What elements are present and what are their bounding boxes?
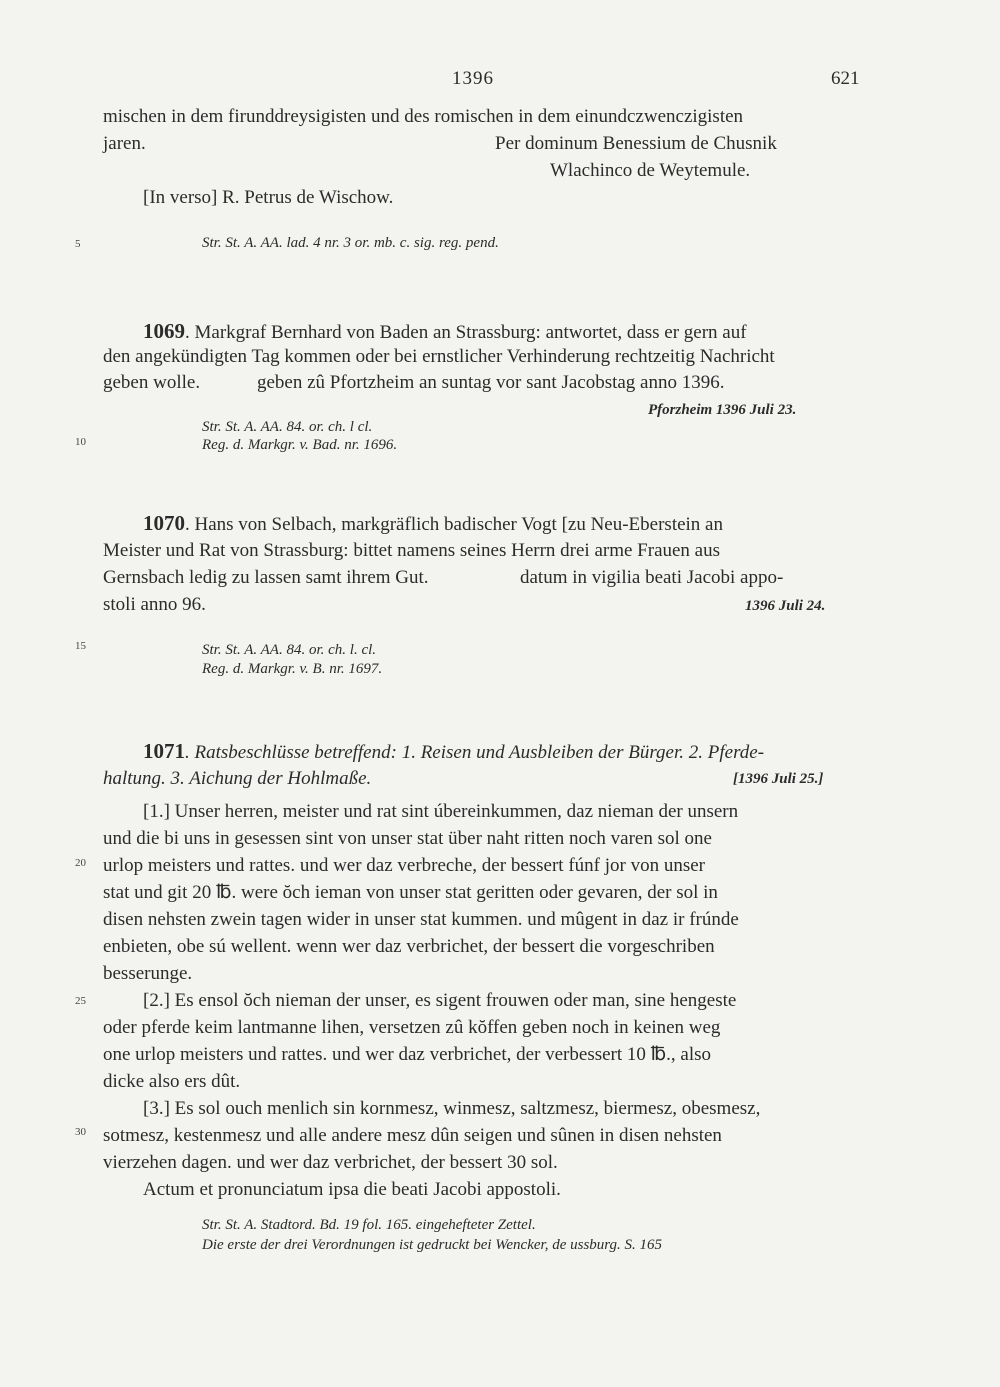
text-line: [3.] Es sol ouch menlich sin kornmesz, winmesz, saltzmesz, biermesz, obesmesz, xyxy=(143,1098,761,1119)
entry-date: Pforzheim 1396 Juli 23. xyxy=(648,402,797,418)
source-citation: Str. St. A. AA. 84. or. ch. l cl. xyxy=(202,419,373,435)
source-citation: Reg. d. Markgr. v. B. nr. 1697. xyxy=(202,661,383,677)
entry-number: 1069 xyxy=(143,319,185,343)
line-number: 15 xyxy=(75,640,86,652)
line-number: 20 xyxy=(75,857,86,869)
source-citation: Die erste der drei Verordnungen ist gedruckt bei Wencker, de ussburg. S. 165 xyxy=(202,1237,663,1253)
entry-1071-line: 1071. Ratsbeschlüsse betreffend: 1. Reisen und Ausbleiben der Bürger. 2. Pferde- xyxy=(143,739,765,763)
text-line: Actum et pronunciatum ipsa die beati Jacobi appostoli. xyxy=(143,1179,561,1200)
text-line: besserunge. xyxy=(103,963,193,984)
text-line: den angekündigten Tag kommen oder bei ernstlicher Verhinderung rechtzeitig Nachricht xyxy=(103,346,775,367)
line-number: 30 xyxy=(75,1126,86,1138)
signature-line: Wlachinco de Weytemule. xyxy=(550,160,751,181)
entry-number: 1070 xyxy=(143,511,185,535)
text-line: vierzehen dagen. und wer daz verbrichet, der bessert 30 sol. xyxy=(103,1152,558,1173)
source-citation: Str. St. A. Stadtord. Bd. 19 fol. 165. eingehefteter Zettel. xyxy=(202,1217,536,1233)
text-line: geben wolle. xyxy=(103,372,201,393)
running-year: 1396 xyxy=(452,68,494,89)
text-line: enbieten, obe sú wellent. wenn wer daz verbrichet, der bessert die vorgeschriben xyxy=(103,936,715,957)
text-line: Meister und Rat von Strassburg: bittet namens seines Herrn drei arme Frauen aus xyxy=(103,540,721,561)
line-number: 5 xyxy=(75,238,81,250)
signature-line: Per dominum Benessium de Chusnik xyxy=(495,133,777,154)
line-number: 10 xyxy=(75,436,86,448)
text-line: stoli anno 96. xyxy=(103,594,206,615)
page-number: 621 xyxy=(831,68,860,89)
dating-clause: datum in vigilia beati Jacobi appo- xyxy=(520,567,784,588)
source-citation: Reg. d. Markgr. v. Bad. nr. 1696. xyxy=(202,437,398,453)
text-line: mischen in dem firunddreysigisten und des romischen in dem einundczwenczigisten xyxy=(103,106,744,127)
source-citation: Str. St. A. AA. 84. or. ch. l. cl. xyxy=(202,642,377,658)
text-line: urlop meisters und rattes. und wer daz verbreche, der bessert fúnf jor von unser xyxy=(103,855,705,876)
text-line: disen nehsten zwein tagen wider in unser stat kummen. und mûgent in daz ir frúnde xyxy=(103,909,739,930)
text-line: stat und git 20 ℔. were ŏch ieman von unser stat geritten oder gevaren, der sol in xyxy=(103,882,718,903)
text-line: [2.] Es ensol ŏch nieman der unser, es sigent frouwen oder man, sine hengeste xyxy=(143,990,737,1011)
text-line: dicke also ers dût. xyxy=(103,1071,241,1092)
verso-note: [In verso] R. Petrus de Wischow. xyxy=(143,187,394,208)
text-line: one urlop meisters und rattes. und wer daz verbrichet, der verbessert 10 ℔., also xyxy=(103,1044,712,1065)
entry-date: 1396 Juli 24. xyxy=(745,598,826,614)
text-line: Gernsbach ledig zu lassen samt ihrem Gut. xyxy=(103,567,429,588)
line-number: 25 xyxy=(75,995,86,1007)
source-citation: Str. St. A. AA. lad. 4 nr. 3 or. mb. c. sig. reg. pend. xyxy=(202,235,499,251)
text-line: sotmesz, kestenmesz und alle andere mesz dûn seigen und sûnen in disen nehsten xyxy=(103,1125,722,1146)
dating-clause: geben zû Pfortzheim an suntag vor sant Jacobstag anno 1396. xyxy=(257,372,725,393)
text-line: und die bi uns in gesessen sint von unser stat über naht ritten noch varen sol one xyxy=(103,828,712,849)
entry-number: 1071 xyxy=(143,739,185,763)
text-line: [1.] Unser herren, meister und rat sint úbereinkummen, daz nieman der unsern xyxy=(143,801,739,822)
entry-title: haltung. 3. Aichung der Hohlmaße. xyxy=(103,768,372,789)
entry-date: [1396 Juli 25.] xyxy=(733,771,824,787)
text-line: oder pferde keim lantmanne lihen, versetzen zû kŏffen geben noch in keinen weg xyxy=(103,1017,721,1038)
text-line: jaren. xyxy=(103,133,146,154)
entry-1070-line: 1070. Hans von Selbach, markgräflich badischer Vogt [zu Neu-Eberstein an xyxy=(143,511,723,535)
entry-1069-line: 1069. Markgraf Bernhard von Baden an Strassburg: antwortet, dass er gern auf xyxy=(143,319,747,343)
